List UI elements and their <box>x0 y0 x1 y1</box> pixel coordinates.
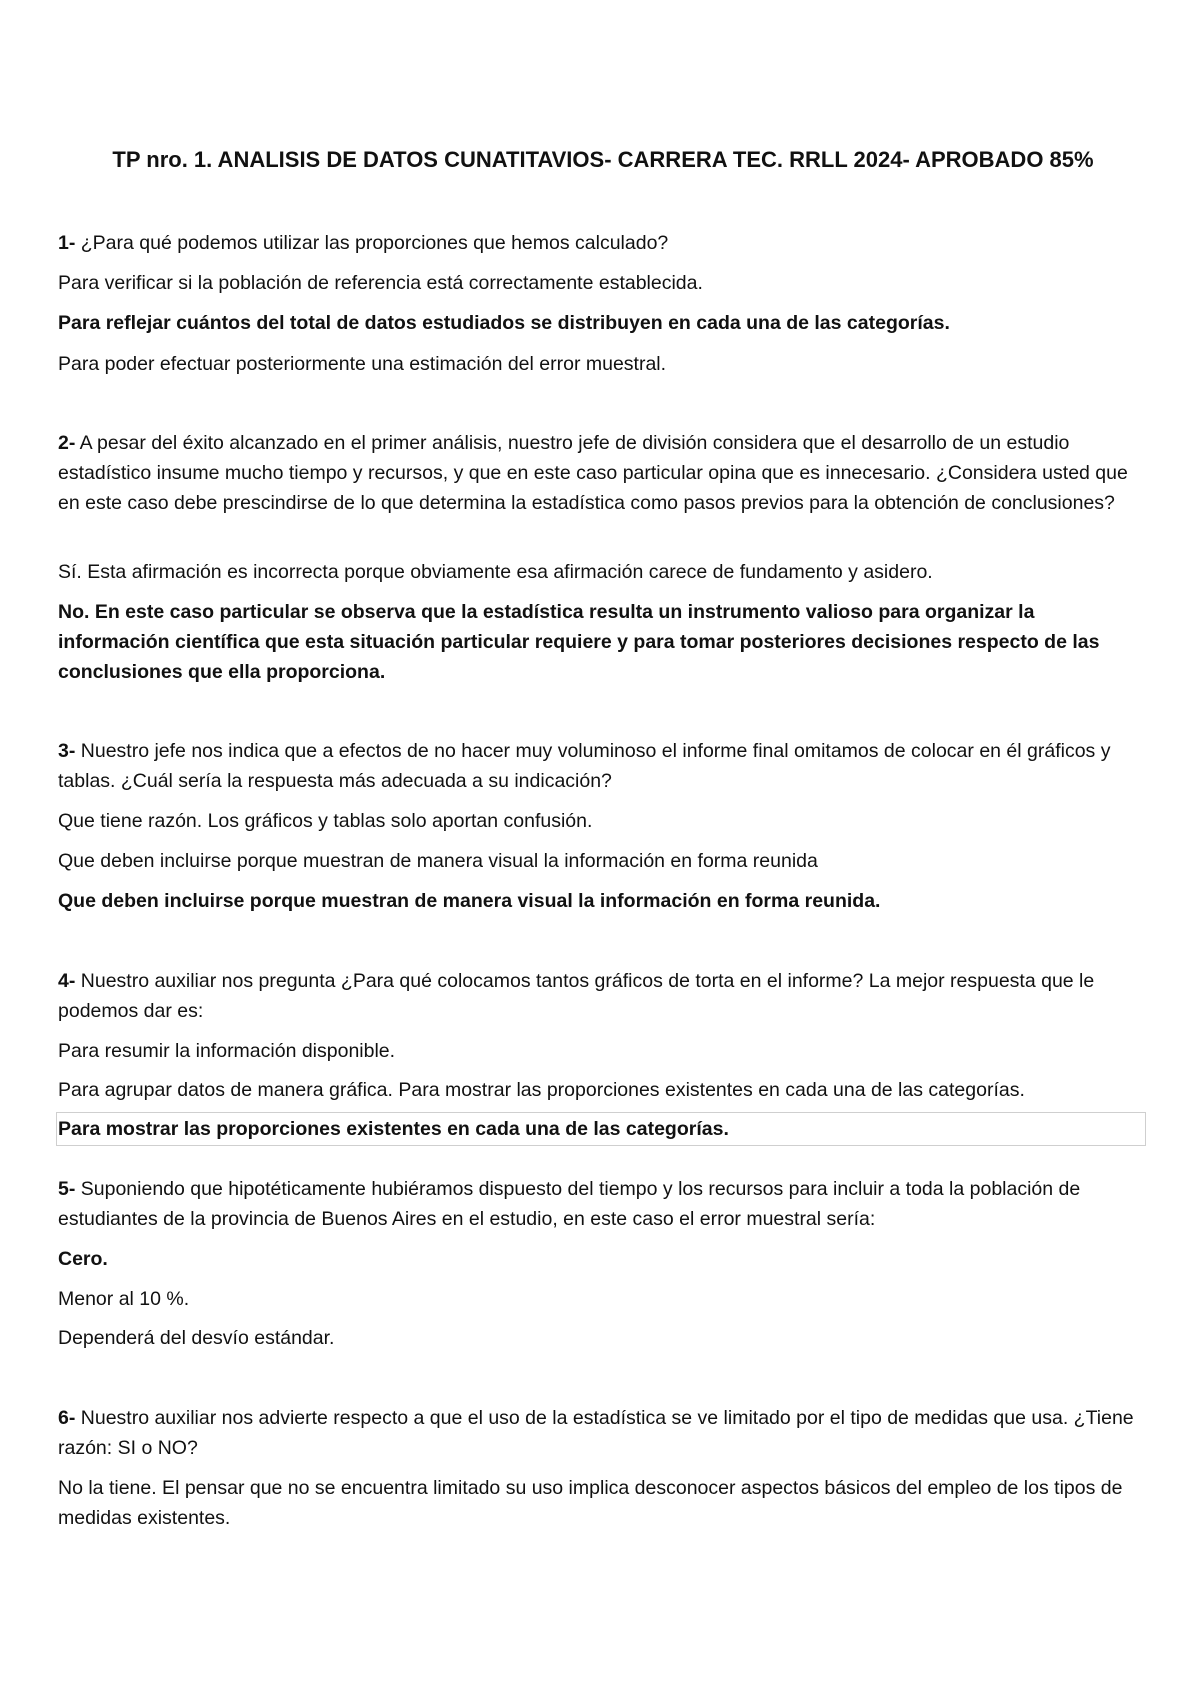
question-text: ¿Para qué podemos utilizar las proporciones que hemos calculado? <box>75 232 669 254</box>
option-4c-selected: Para mostrar las proporciones existentes en cada una de las categorías. <box>58 1118 729 1140</box>
option-4a: Para resumir la información disponible. <box>58 1040 396 1062</box>
question-text: Nuestro jefe nos indica que a efectos de no hacer muy voluminoso el informe final omitamos de colocar en él gráficos y tablas. ¿Cuál sería la respuesta más adecuada a su indicación? <box>58 740 1111 792</box>
option-6a: No la tiene. El pensar que no se encuentra limitado su uso implica desconocer aspectos básicos del empleo de los tipos de medidas existentes. <box>58 1477 1123 1529</box>
option-3a: Que tiene razón. Los gráficos y tablas solo aportan confusión. <box>58 810 593 832</box>
option-3c-selected: Que deben incluirse porque muestran de manera visual la información en forma reunida. <box>58 890 881 912</box>
question-text: Suponiendo que hipotéticamente hubiéramos dispuesto del tiempo y los recursos para incluir a toda la población de estudiantes de la provincia de Buenos Aires en el estudio, en este caso el error muestral sería: <box>58 1178 1081 1230</box>
question-6 <box>58 1403 1148 1463</box>
question-1 <box>58 228 1148 258</box>
question-number: 3- <box>58 740 76 762</box>
option-4b: Para agrupar datos de manera gráfica. Para mostrar las proporciones existentes en cada una de las categorías. <box>58 1079 1025 1101</box>
option-1b-selected: Para reflejar cuántos del total de datos estudiados se distribuyen en cada una de las categorías. <box>58 312 950 334</box>
question-number: 6- <box>58 1407 76 1429</box>
question-number: 4- <box>58 970 76 992</box>
question-2 <box>58 428 1148 518</box>
option-2b-selected: No. En este caso particular se observa que la estadística resulta un instrumento valioso para organizar la información científica que esta situación particular requiere y para tomar posteriores decisiones respecto de las conclusiones que ella proporciona. <box>58 601 1100 683</box>
option-5b: Menor al 10 %. <box>58 1288 190 1310</box>
question-text: Nuestro auxiliar nos advierte respecto a que el uso de la estadística se ve limitado por el tipo de medidas que usa. ¿Tiene razón: SI o NO? <box>58 1407 1134 1459</box>
question-number: 2- <box>58 432 76 454</box>
question-text: A pesar del éxito alcanzado en el primer análisis, nuestro jefe de división considera que el desarrollo de un estudio estadístico insume mucho tiempo y recursos, y que en este caso particular opina que es innecesario. ¿Considera usted que en este caso debe prescindirse de lo que determina la estadística como pasos previos para la obtención de conclusiones? <box>58 432 1128 514</box>
question-4 <box>58 966 1148 1026</box>
question-5 <box>58 1174 1148 1234</box>
option-5c: Dependerá del desvío estándar. <box>58 1327 335 1349</box>
question-number: 5- <box>58 1178 76 1200</box>
option-3b: Que deben incluirse porque muestran de manera visual la información en forma reunida <box>58 850 818 872</box>
option-1c: Para poder efectuar posteriormente una estimación del error muestral. <box>58 353 667 375</box>
question-number: 1- <box>58 232 76 254</box>
option-2a: Sí. Esta afirmación es incorrecta porque obviamente esa afirmación carece de fundamento y asidero. <box>58 561 933 583</box>
option-5a-selected: Cero. <box>58 1248 108 1270</box>
question-text: Nuestro auxiliar nos pregunta ¿Para qué colocamos tantos gráficos de torta en el informe? La mejor respuesta que le podemos dar es: <box>58 970 1095 1022</box>
document-title: TP nro. 1. ANALISIS DE DATOS CUNATITAVIOS- CARRERA TEC. RRLL 2024- APROBADO 85% <box>112 147 1094 172</box>
option-1a: Para verificar si la población de referencia está correctamente establecida. <box>58 272 703 294</box>
question-3 <box>58 736 1148 796</box>
